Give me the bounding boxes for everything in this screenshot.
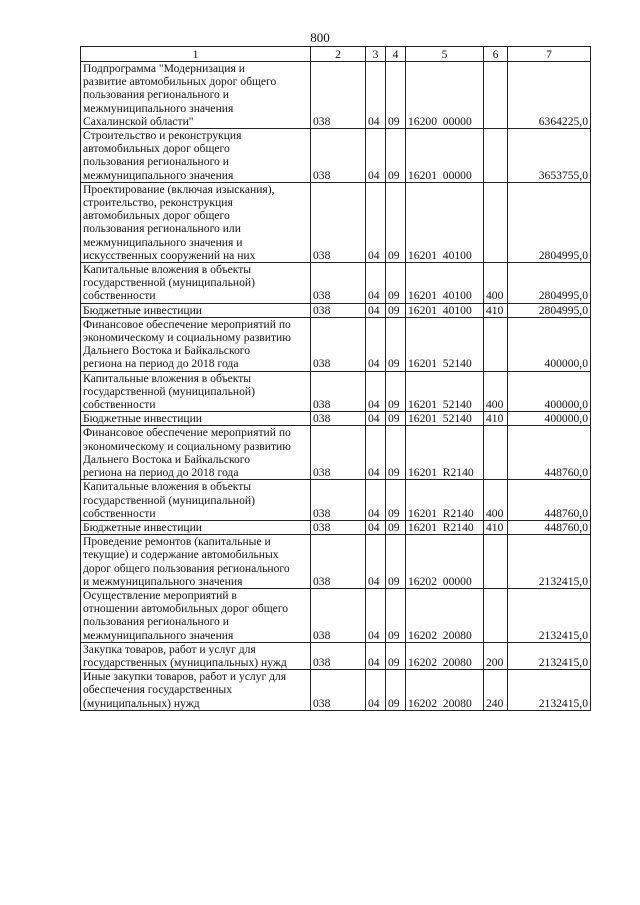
header-cell-csr: 5: [406, 47, 484, 62]
row-csr-cell: 16201 52140: [406, 317, 484, 371]
row-amount-cell: 2132415,0: [508, 588, 591, 642]
row-subsection-cell: 09: [386, 303, 406, 317]
row-name-cell: Бюджетные инвестиции: [81, 412, 311, 426]
table-header-row: [81, 47, 591, 62]
row-section-cell: 04: [366, 535, 386, 589]
row-name-cell: Проектирование (включая изыскания), строительство, реконструкция автомобильных дорог общего пользования регионального или межмуниципального значения и искусственных сооружений на них: [81, 182, 311, 262]
row-name-cell: Подпрограмма "Модернизация и развитие автомобильных дорог общего пользования регионального и межмуниципального значения Сахалинской области": [81, 62, 311, 129]
table-row: [81, 371, 591, 412]
row-subsection-cell: 09: [386, 588, 406, 642]
row-subsection-cell: 09: [386, 412, 406, 426]
row-csr-cell: 16202 20080: [406, 670, 484, 711]
row-vr-cell: 400: [484, 371, 508, 412]
row-name-cell: Закупка товаров, работ и услуг для государственных (муниципальных) нужд: [81, 642, 311, 669]
row-subsection-cell: 09: [386, 670, 406, 711]
row-amount-cell: 3653755,0: [508, 129, 591, 183]
row-amount-cell: 448760,0: [508, 520, 591, 534]
row-section-cell: 04: [366, 129, 386, 183]
row-name-cell: Проведение ремонтов (капитальные и текущие) и содержание автомобильных дорог общего пользования регионального и межмуниципального значения: [81, 535, 311, 589]
row-section-cell: 04: [366, 263, 386, 304]
row-ministry-cell: 038: [311, 129, 366, 183]
row-subsection-cell: 09: [386, 182, 406, 262]
row-name-cell: Капитальные вложения в объекты государственной (муниципальной) собственности: [81, 371, 311, 412]
row-amount-cell: 2804995,0: [508, 182, 591, 262]
row-subsection-cell: 09: [386, 263, 406, 304]
row-vr-cell: 410: [484, 412, 508, 426]
row-section-cell: 04: [366, 588, 386, 642]
header-cell-ministry: 2: [311, 47, 366, 62]
row-csr-cell: 16201 52140: [406, 412, 484, 426]
table-row: [81, 426, 591, 480]
row-subsection-cell: 09: [386, 426, 406, 480]
row-ministry-cell: 038: [311, 317, 366, 371]
row-section-cell: 04: [366, 642, 386, 669]
row-section-cell: 04: [366, 480, 386, 521]
header-cell-name: 1: [81, 47, 311, 62]
row-ministry-cell: 038: [311, 426, 366, 480]
table-row: [81, 480, 591, 521]
row-subsection-cell: 09: [386, 520, 406, 534]
row-subsection-cell: 09: [386, 371, 406, 412]
row-vr-cell: 400: [484, 480, 508, 521]
table-row: [81, 263, 591, 304]
row-ministry-cell: 038: [311, 535, 366, 589]
row-ministry-cell: 038: [311, 371, 366, 412]
row-name-cell: Финансовое обеспечение мероприятий по экономическому и социальному развитию Дальнего Востока и Байкальского региона на период до 2018 года: [81, 317, 311, 371]
header-cell-subsection: 4: [386, 47, 406, 62]
row-vr-cell: [484, 426, 508, 480]
row-vr-cell: 240: [484, 670, 508, 711]
row-subsection-cell: 09: [386, 129, 406, 183]
row-subsection-cell: 09: [386, 535, 406, 589]
row-csr-cell: 16201 00000: [406, 129, 484, 183]
budget-table: [80, 46, 591, 711]
row-subsection-cell: 09: [386, 480, 406, 521]
table-row: [81, 62, 591, 129]
row-amount-cell: 400000,0: [508, 371, 591, 412]
row-name-cell: Осуществление мероприятий в отношении автомобильных дорог общего пользования регионального и межмуниципального значения: [81, 588, 311, 642]
row-name-cell: Бюджетные инвестиции: [81, 303, 311, 317]
row-name-cell: Строительство и реконструкция автомобильных дорог общего пользования регионального и межмуниципального значения: [81, 129, 311, 183]
row-section-cell: 04: [366, 371, 386, 412]
table-row: [81, 535, 591, 589]
table-row: [81, 303, 591, 317]
row-vr-cell: 410: [484, 303, 508, 317]
row-ministry-cell: 038: [311, 303, 366, 317]
row-ministry-cell: 038: [311, 62, 366, 129]
row-amount-cell: 400000,0: [508, 317, 591, 371]
row-csr-cell: 16202 20080: [406, 588, 484, 642]
table-row: [81, 182, 591, 262]
row-vr-cell: 400: [484, 263, 508, 304]
row-amount-cell: 2132415,0: [508, 642, 591, 669]
row-ministry-cell: 038: [311, 588, 366, 642]
row-amount-cell: 6364225,0: [508, 62, 591, 129]
table-row: [81, 520, 591, 534]
row-ministry-cell: 038: [311, 670, 366, 711]
row-amount-cell: 2804995,0: [508, 263, 591, 304]
table-row: [81, 317, 591, 371]
page-number: 800: [310, 30, 330, 45]
table-row: [81, 642, 591, 669]
row-amount-cell: 448760,0: [508, 480, 591, 521]
row-name-cell: Иные закупки товаров, работ и услуг для обеспечения государственных (муниципальных) нужд: [81, 670, 311, 711]
row-section-cell: 04: [366, 303, 386, 317]
row-name-cell: Бюджетные инвестиции: [81, 520, 311, 534]
row-section-cell: 04: [366, 62, 386, 129]
row-csr-cell: 16201 40100: [406, 303, 484, 317]
row-amount-cell: 2132415,0: [508, 670, 591, 711]
row-name-cell: Капитальные вложения в объекты государственной (муниципальной) собственности: [81, 263, 311, 304]
row-subsection-cell: 09: [386, 62, 406, 129]
row-ministry-cell: 038: [311, 412, 366, 426]
row-vr-cell: 200: [484, 642, 508, 669]
table-row: [81, 670, 591, 711]
row-section-cell: 04: [366, 520, 386, 534]
row-vr-cell: [484, 588, 508, 642]
row-section-cell: 04: [366, 317, 386, 371]
row-subsection-cell: 09: [386, 317, 406, 371]
row-csr-cell: 16201 40100: [406, 263, 484, 304]
row-amount-cell: 2132415,0: [508, 535, 591, 589]
row-amount-cell: 400000,0: [508, 412, 591, 426]
row-name-cell: Финансовое обеспечение мероприятий по экономическому и социальному развитию Дальнего Востока и Байкальского региона на период до 2018 года: [81, 426, 311, 480]
row-csr-cell: 16202 20080: [406, 642, 484, 669]
row-section-cell: 04: [366, 182, 386, 262]
row-csr-cell: 16201 R2140: [406, 426, 484, 480]
row-ministry-cell: 038: [311, 520, 366, 534]
row-vr-cell: [484, 182, 508, 262]
row-csr-cell: 16201 R2140: [406, 480, 484, 521]
header-cell-vr: 6: [484, 47, 508, 62]
row-section-cell: 04: [366, 426, 386, 480]
table-row: [81, 129, 591, 183]
row-vr-cell: [484, 317, 508, 371]
row-subsection-cell: 09: [386, 642, 406, 669]
header-cell-section: 3: [366, 47, 386, 62]
row-vr-cell: [484, 535, 508, 589]
row-vr-cell: [484, 129, 508, 183]
row-csr-cell: 16201 40100: [406, 182, 484, 262]
row-ministry-cell: 038: [311, 480, 366, 521]
row-csr-cell: 16200 00000: [406, 62, 484, 129]
row-ministry-cell: 038: [311, 642, 366, 669]
row-amount-cell: 2804995,0: [508, 303, 591, 317]
row-ministry-cell: 038: [311, 182, 366, 262]
row-vr-cell: [484, 62, 508, 129]
row-csr-cell: 16201 R2140: [406, 520, 484, 534]
table-row: [81, 588, 591, 642]
row-section-cell: 04: [366, 412, 386, 426]
row-name-cell: Капитальные вложения в объекты государственной (муниципальной) собственности: [81, 480, 311, 521]
header-cell-amount: 7: [508, 47, 591, 62]
row-section-cell: 04: [366, 670, 386, 711]
row-amount-cell: 448760,0: [508, 426, 591, 480]
row-csr-cell: 16201 52140: [406, 371, 484, 412]
row-ministry-cell: 038: [311, 263, 366, 304]
row-vr-cell: 410: [484, 520, 508, 534]
table-row: [81, 412, 591, 426]
row-csr-cell: 16202 00000: [406, 535, 484, 589]
